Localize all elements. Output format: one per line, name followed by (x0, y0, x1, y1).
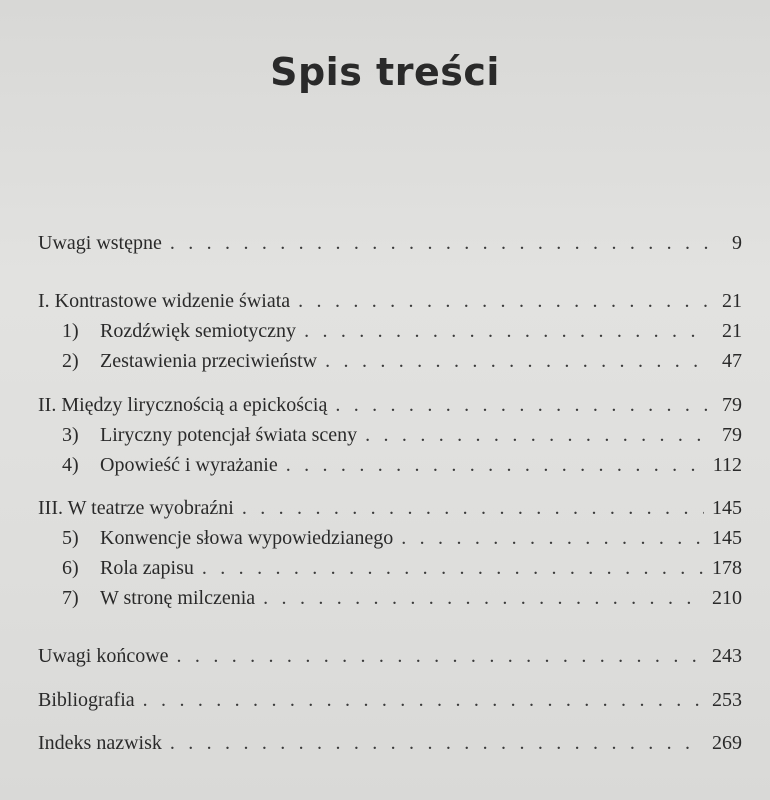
toc-section-number: 6) (62, 557, 79, 579)
dot-leader (170, 732, 704, 755)
toc-entry-label: W stronę milczenia (100, 587, 256, 609)
toc-entry-label: Indeks nazwisk (38, 732, 162, 754)
toc-entry-label: Uwagi końcowe (38, 645, 169, 667)
toc-entry (38, 732, 742, 758)
toc-section (62, 454, 742, 480)
dot-leader (401, 527, 704, 550)
toc-entry-label: Opowieść i wyrażanie (100, 454, 278, 476)
dot-leader (170, 232, 710, 255)
toc-entry-page: 253 (712, 689, 742, 711)
toc-section-number: 2) (62, 350, 79, 372)
toc-entry-label: Konwencje słowa wypowiedzianego (100, 527, 394, 549)
toc-chapter (38, 394, 742, 420)
toc-entry-page: 269 (712, 732, 742, 754)
toc-entry-page: 210 (712, 587, 742, 609)
toc-section (62, 320, 742, 346)
toc-entry-page: 9 (732, 232, 742, 254)
toc-section-number: 5) (62, 527, 79, 549)
toc-section-number: 1) (62, 320, 79, 342)
toc-entry-page: 145 (712, 527, 742, 549)
toc-entry-label: Rozdźwięk semiotyczny (100, 320, 297, 342)
toc-entry-page: 79 (722, 424, 742, 446)
toc-entry-page: 21 (722, 290, 742, 312)
toc-entry-label: III. W teatrze wyobraźni (38, 497, 234, 519)
toc-entry-page: 243 (712, 645, 742, 667)
toc-chapter (38, 290, 742, 316)
toc-entry-page: 21 (722, 320, 742, 342)
dot-leader (325, 350, 710, 373)
page-title: Spis treści (270, 50, 500, 94)
toc-section-number: 4) (62, 454, 79, 476)
toc-entry-label: Rola zapisu (100, 557, 194, 579)
dot-leader (202, 557, 704, 580)
dot-leader (242, 497, 704, 520)
toc-entry-page: 178 (712, 557, 742, 579)
toc-entry (38, 645, 742, 671)
toc-entry-label: Uwagi wstępne (38, 232, 162, 254)
dot-leader (298, 290, 710, 313)
dot-leader (143, 689, 704, 712)
toc-section (62, 424, 742, 450)
dot-leader (365, 424, 710, 447)
toc-section-number: 7) (62, 587, 79, 609)
toc-entry-label: Zestawienia przeciwieństw (100, 350, 318, 372)
toc-section (62, 587, 742, 613)
dot-leader (304, 320, 710, 343)
toc-entry (38, 689, 742, 715)
dot-leader (177, 645, 704, 668)
toc-entry (38, 232, 742, 258)
dot-leader (335, 394, 710, 417)
toc-entry-label: Bibliografia (38, 689, 135, 711)
toc-section (62, 527, 742, 553)
toc-section (62, 557, 742, 583)
toc-chapter (38, 497, 742, 523)
dot-leader (286, 454, 705, 477)
toc-entry-page: 112 (712, 454, 742, 476)
dot-leader (263, 587, 704, 610)
toc-entry-page: 145 (712, 497, 742, 519)
toc-entry-label: I. Kontrastowe widzenie świata (38, 290, 291, 312)
toc-section-number: 3) (62, 424, 79, 446)
toc-entry-page: 47 (722, 350, 742, 372)
toc-entry-label: Liryczny potencjał świata sceny (100, 424, 358, 446)
toc-entry-page: 79 (722, 394, 742, 416)
toc-section (62, 350, 742, 376)
toc-entry-label: II. Między lirycznością a epickością (38, 394, 328, 416)
